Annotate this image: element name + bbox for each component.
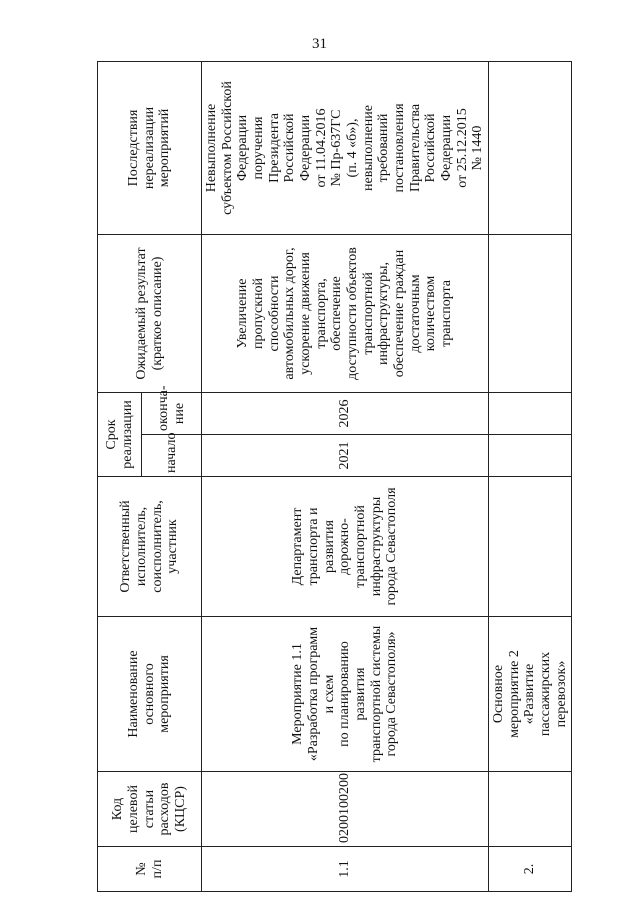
header-period: Срок реализации	[98, 392, 142, 476]
cell-executor: Департамент транспорта и развития дорожно- транспортной инфраструктуры города Севастополя	[202, 477, 489, 617]
cell-name: Основное мероприятие 2 «Развитие пассажирских перевозок»	[489, 617, 572, 772]
cell-end	[489, 392, 572, 434]
table-row	[489, 61, 572, 891]
cell-name: Мероприятие 1.1 «Разработка программ и схем по планированию развития транспортной системы города Севастополя»	[202, 617, 489, 772]
cell-end: 2026	[202, 392, 489, 434]
measures-table	[97, 61, 572, 892]
cell-code: 0200100200	[202, 772, 489, 847]
cell-result	[489, 234, 572, 392]
header-num: № п/п	[98, 847, 202, 892]
table-row	[202, 61, 489, 891]
header-code: Код целевой статьи расходов (КЦСР)	[98, 772, 202, 847]
cell-result: Увеличение пропускной способности автомобильных дорог, ускорение движения транспорта, обеспечение доступности объектов транспортной инфраструктуры, обеспечение граждан достаточным количеством транспорта	[202, 234, 489, 392]
cell-consequences: Невыполнение субъектом Российской Федерации поручения Президента Российской Федерации от 11.04.2016 № Пр-637ГС (п. 4 «б»), невыполнение требований постановления Правительства Российской Федерации от 25.12.2015 № 1440	[202, 61, 489, 234]
header-consequences: Последствия нереализации мероприятий	[98, 61, 202, 234]
header-row-1	[98, 61, 142, 891]
cell-consequences	[489, 61, 572, 234]
cell-code	[489, 772, 572, 847]
cell-executor	[489, 477, 572, 617]
cell-num: 1.1	[202, 847, 489, 892]
header-start: начало	[142, 435, 202, 477]
header-name: Наименование основного мероприятия	[98, 617, 202, 772]
cell-num: 2.	[489, 847, 572, 892]
header-result: Ожидаемый результат (краткое описание)	[98, 234, 202, 392]
page-number: 31	[312, 36, 327, 52]
cell-start: 2021	[202, 435, 489, 477]
measures-table-rotated	[97, 62, 569, 892]
cell-start	[489, 435, 572, 477]
header-executor: Ответственный исполнитель, соисполнитель, участник	[98, 477, 202, 617]
header-end: оконча- ние	[142, 392, 202, 434]
rotated-table-wrapper	[97, 62, 569, 892]
